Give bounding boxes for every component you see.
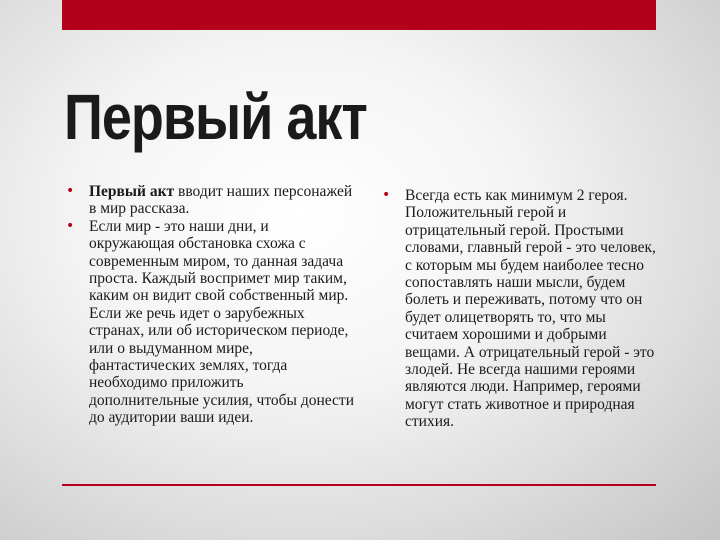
bullet-icon: • — [66, 217, 75, 234]
bullet-text: Всегда есть как минимум 2 героя. Положительный герой и отрицательный герой. Простыми словами, главный герой - это человек, с которым мы будем наиболее тесно сопоставлять наши мысли, будем болеть и переживать, потому что он будет олицетворять то, что мы считаем хорошими и добрыми вещами. А отрицательный герой - это злодей. Не всегда нашими героями являются люди. Например, героями могут стать животное и природная стихия. — [405, 187, 656, 431]
bottom-divider — [62, 484, 656, 486]
bullet-bold-text: Первый акт — [89, 183, 175, 200]
left-column — [66, 183, 356, 427]
bullet-item — [66, 218, 356, 427]
bullet-text: Если мир - это наши дни, и окружающая обстановка схожа с современным миром, то данная задача проста. Каждый воспримет мир таким, каким он видит свой собственный мир. Если же речь идет о зарубежных странах, или об историческом периоде, или о выдуманном мире, фантастических землях, тогда необходимо приложить дополнительные усилия, чтобы донести до аудитории ваши идеи. — [89, 217, 354, 427]
top-accent-bar — [62, 0, 656, 30]
bullet-icon: • — [382, 187, 391, 203]
bullet-item — [382, 187, 662, 431]
bullet-item — [66, 183, 356, 218]
bullet-text: вводит наших персонажей в мир рассказа. — [89, 183, 353, 218]
bullet-icon: • — [66, 183, 75, 199]
right-column — [382, 187, 662, 431]
slide-title: Первый акт — [64, 82, 367, 154]
